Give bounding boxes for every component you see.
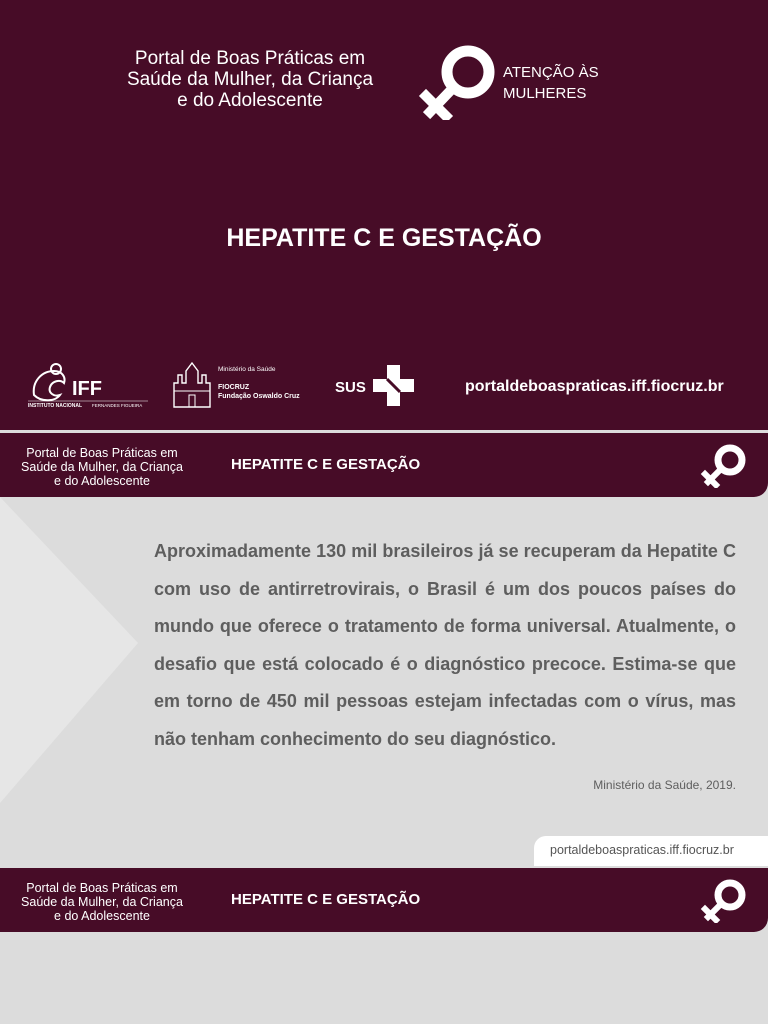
female-symbol-icon xyxy=(418,40,500,120)
header-title: HEPATITE C E GESTAÇÃO xyxy=(231,456,421,473)
portal-title: Portal de Boas Práticas em Saúde da Mulher, da Criança e do Adolescente xyxy=(126,48,374,111)
svg-text:FERNANDES FIGUEIRA: FERNANDES FIGUEIRA xyxy=(92,403,143,408)
fiocruz-castle-icon xyxy=(170,361,214,409)
partner-logos xyxy=(0,355,768,415)
next-slide xyxy=(0,868,768,1024)
url-tab[interactable] xyxy=(534,836,768,866)
citation: Ministério da Saúde, 2019. xyxy=(593,778,736,792)
cover-slide xyxy=(0,0,768,430)
female-symbol-icon xyxy=(700,442,750,488)
header-bar xyxy=(0,433,768,497)
portal-url[interactable]: portaldeboaspraticas.iff.fiocruz.br xyxy=(465,378,724,395)
header-title: HEPATITE C E GESTAÇÃO xyxy=(231,891,421,908)
section-label: ATENÇÃO ÀS MULHERES xyxy=(503,64,599,102)
fiocruz-logo xyxy=(170,361,214,414)
female-symbol-icon xyxy=(700,877,750,923)
sus-logo xyxy=(335,365,415,414)
header-portal-title: Portal de Boas Práticas em Saúde da Mulher, da Criança e do Adolescente xyxy=(21,446,183,488)
footer-url[interactable]: portaldeboaspraticas.iff.fiocruz.br xyxy=(550,843,734,857)
page-title: HEPATITE C E GESTAÇÃO xyxy=(226,224,542,252)
sus-cross-icon xyxy=(335,365,415,409)
svg-text:SUS: SUS xyxy=(335,379,366,396)
fiocruz-text: Ministério da Saúde FIOCRUZ Fundação Oswaldo Cruz xyxy=(218,366,300,400)
header-bar xyxy=(0,868,768,932)
svg-text:INSTITUTO NACIONAL: INSTITUTO NACIONAL xyxy=(28,403,83,409)
iff-text: IFF xyxy=(72,378,102,400)
header-portal-title: Portal de Boas Práticas em Saúde da Mulher, da Criança e do Adolescente xyxy=(21,881,183,923)
iff-logo xyxy=(28,359,148,416)
quote-text: Aproximadamente 130 mil brasileiros já se recuperam da Hepatite C com uso de antirretrovirais, o Brasil é um dos poucos países do mundo que oferece o tratamento de forma universal. Atualmente, o desafio que está colocado é o diagnóstico precoce. Estima-se que em torno de 450 mil pessoas estejam infectadas com o vírus, mas não tenham conhecimento do seu diagnóstico. xyxy=(154,541,736,749)
iff-emblem-icon xyxy=(28,359,148,411)
